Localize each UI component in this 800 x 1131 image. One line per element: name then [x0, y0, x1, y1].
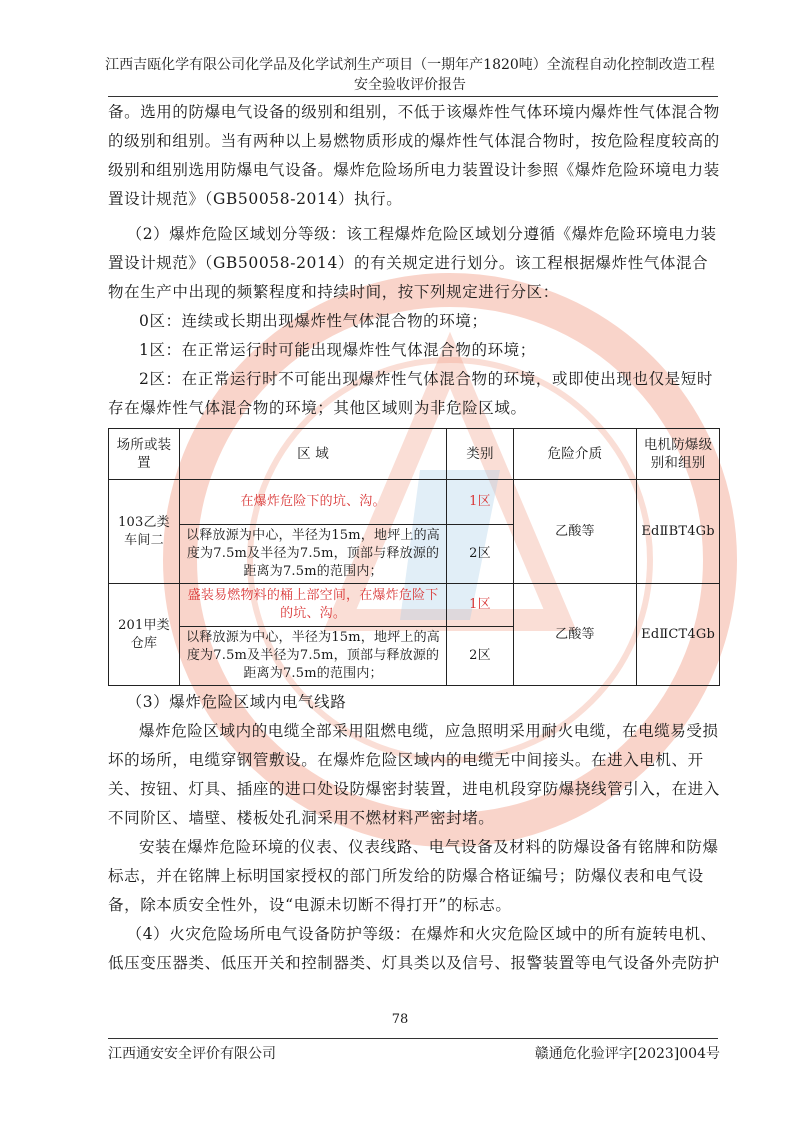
- page-header: [90, 55, 730, 95]
- paragraph-fire-protection: （4）火灾危险场所电气设备防护等级：在爆炸和火灾危险区域中的所有旋转电机、低压变压器类、低压开关和控制器类、灯具类以及信号、报警装置等电气设备外壳防护: [108, 925, 720, 972]
- paragraph-zone-classification: （2）爆炸危险区域划分等级：该工程爆炸危险区域划分遵循《爆炸危险环境电力装置设计规范》（GB50058-2014）的有关规定进行划分。该工程根据爆炸性气体混合物在生产中出现的频繁程度和持续时间，按下列规定进行分区：: [108, 225, 717, 301]
- header-divider: [108, 96, 718, 97]
- table-row: [109, 480, 720, 525]
- zone2-definition: 2区：在正常运行时不可能出现爆炸性气体混合物的环境，或即使出现也仅是短时存在爆炸性气体混合物的环境；其他区域则为非危险区域。: [108, 370, 713, 417]
- cell-grade: EdⅡCT4Gb: [637, 584, 720, 686]
- col-header-grade: 电机防爆级别和组别: [637, 429, 720, 480]
- cell-area: 盛装易燃物料的桶上部空间，在爆炸危险下的坑、沟。: [179, 584, 446, 627]
- cell-medium: 乙酸等: [513, 480, 636, 584]
- cell-area: 以释放源为中心，半径为15m，地坪上的高度为7.5m及半径为7.5m，顶部与释放源的距离为7.5m的范围内；: [179, 525, 446, 584]
- paragraph-nameplates: 安装在爆炸危险环境的仪表、仪表线路、电气设备及材料的防爆设备有铭牌和防爆标志，并在铭牌上标明国家授权的部门所发给的防爆合格证编号；防爆仪表和电气设备，除本质安全性外，设“电源未切断不得打开”的标志。: [108, 838, 719, 914]
- paragraph-equipment-selection: 备。选用的防爆电气设备的级别和组别，不低于该爆炸性气体环境内爆炸性气体混合物的级别和组别。当有两种以上易燃物质形成的爆炸性气体混合物时，按危险程度较高的级别和组别选用防爆电气设备。爆炸危险场所电力装置设计参照《爆炸危险环境电力装置设计规范》（GB50058-2014）执行。: [108, 103, 720, 208]
- cell-category: 2区: [447, 525, 514, 584]
- col-header-area: 区 域: [179, 429, 446, 480]
- hazard-zone-table: [108, 428, 720, 686]
- cell-category: 1区: [447, 480, 514, 525]
- footer-company: 江西通安安全评价有限公司: [108, 1046, 276, 1062]
- cell-area: 以释放源为中心，半径为15m，地坪上的高度为7.5m及半径为7.5m，顶部与释放源的距离为7.5m的范围内；: [179, 627, 446, 686]
- header-report-title: 安全验收评价报告: [354, 77, 466, 93]
- col-header-medium: 危险介质: [513, 429, 636, 480]
- footer-divider: [108, 1038, 718, 1039]
- cell-medium: 乙酸等: [513, 584, 636, 686]
- cell-category: 1区: [447, 584, 514, 627]
- table-header-row: [109, 429, 720, 480]
- section-title-electrical-lines: （3）爆炸危险区域内电气线路: [126, 693, 347, 711]
- cell-grade: EdⅡBT4Gb: [637, 480, 720, 584]
- col-header-place: 场所或装置: [109, 429, 180, 480]
- zone1-definition: 1区：在正常运行时可能出现爆炸性气体混合物的环境；: [139, 341, 536, 359]
- page-body: [108, 98, 720, 978]
- paragraph-cables: 爆炸危险区域内的电缆全部采用阻燃电缆，应急照明采用耐火电缆，在电缆易受损坏的场所，电缆穿钢管敷设。在爆炸危险区域内的电缆无中间接头。在进入电机、开关、按钮、灯具、插座的进口处设防爆密封装置，进电机段穿防爆挠线管引入，在进入不同阶区、墙壁、楼板处孔洞采用不燃材料严密封堵。: [108, 722, 720, 827]
- footer-document-number: 赣通危化验评字[2023]004号: [534, 1046, 720, 1062]
- header-project-title: 江西吉瓯化学有限公司化学品及化学试剂生产项目（一期年产1820吨）全流程自动化控制改造工程: [105, 57, 715, 73]
- cell-area: 在爆炸危险下的坑、沟。: [179, 480, 446, 525]
- col-header-category: 类别: [447, 429, 514, 480]
- page-number: 78: [391, 1012, 409, 1027]
- table-row: [109, 584, 720, 627]
- cell-category: 2区: [447, 627, 514, 686]
- cell-place: 103乙类车间二: [109, 480, 180, 584]
- zone0-definition: 0区：连续或长期出现爆炸性气体混合物的环境；: [139, 312, 488, 330]
- cell-place: 201甲类仓库: [109, 584, 180, 686]
